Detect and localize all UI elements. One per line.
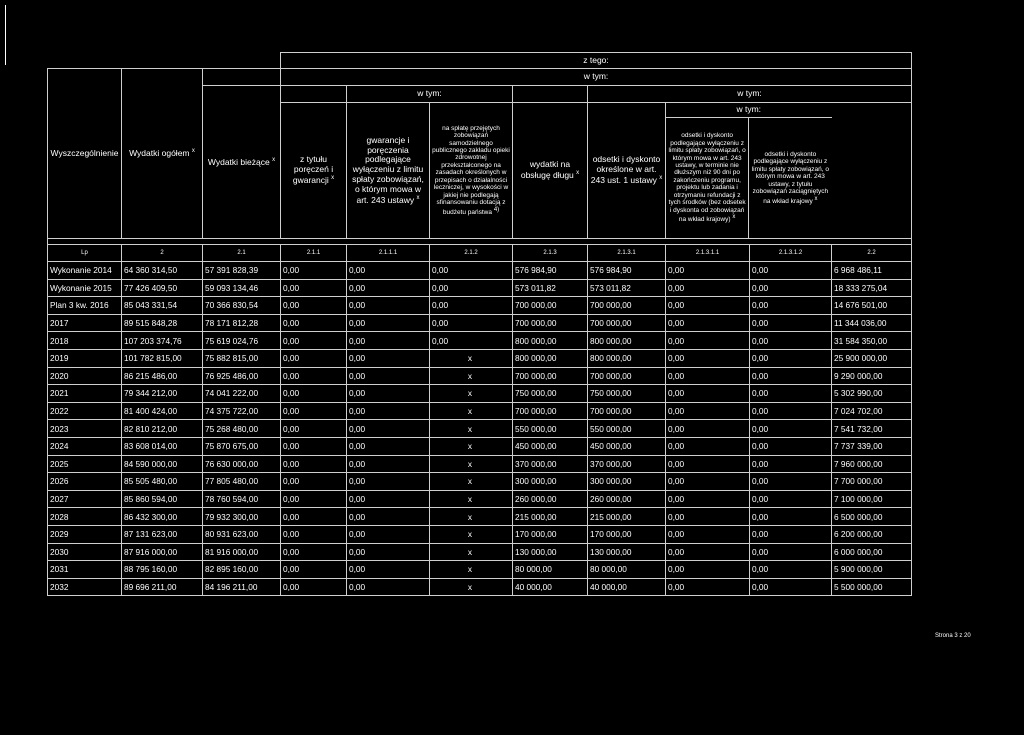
table-cell: 0,00 xyxy=(347,525,430,543)
table-cell: 0,00 xyxy=(750,385,832,403)
table-cell: 0,00 xyxy=(666,578,750,596)
table-cell: 130 000,00 xyxy=(588,543,666,561)
table-cell: x xyxy=(430,578,513,596)
table-cell: 0,00 xyxy=(750,279,832,297)
row-label: Plan 3 kw. 2016 xyxy=(48,297,122,315)
table-cell: 0,00 xyxy=(666,420,750,438)
table-cell: 0,00 xyxy=(666,385,750,403)
row-label: 2025 xyxy=(48,455,122,473)
table-cell: x xyxy=(430,508,513,526)
table-cell: 0,00 xyxy=(281,332,347,350)
table-cell: 88 795 160,00 xyxy=(122,561,203,579)
table-cell: 85 860 594,00 xyxy=(122,490,203,508)
table-cell: x xyxy=(430,561,513,579)
table-cell: 260 000,00 xyxy=(513,490,588,508)
table-cell: 0,00 xyxy=(666,262,750,280)
table-cell: 81 400 424,00 xyxy=(122,402,203,420)
row-label: 2029 xyxy=(48,525,122,543)
table-cell: 573 011,82 xyxy=(588,279,666,297)
table-cell: 0,00 xyxy=(281,508,347,526)
table-cell: 0,00 xyxy=(666,508,750,526)
row-label: 2032 xyxy=(48,578,122,596)
table-cell: 300 000,00 xyxy=(513,473,588,491)
table-cell: 76 925 486,00 xyxy=(203,367,281,385)
row-label: 2030 xyxy=(48,543,122,561)
header-z-tytulu-poreczen: z tytułu poręczeń i gwarancji $^x$ xyxy=(281,103,347,239)
wpf-expenditure-table xyxy=(47,52,912,596)
table-cell: 0,00 xyxy=(430,279,513,297)
table-cell: 0,00 xyxy=(750,437,832,455)
table-cell: 83 608 014,00 xyxy=(122,437,203,455)
table-cell: 0,00 xyxy=(281,578,347,596)
table-cell: 800 000,00 xyxy=(588,332,666,350)
table-row xyxy=(48,314,912,332)
table-cell: 0,00 xyxy=(347,437,430,455)
table-cell: 0,00 xyxy=(666,349,750,367)
header-w-tym-main: w tym: xyxy=(281,69,912,86)
table-cell: 0,00 xyxy=(347,561,430,579)
table-cell: 80 000,00 xyxy=(588,561,666,579)
header-row-2 xyxy=(48,69,912,86)
header-odsetki-subgroup xyxy=(666,103,832,239)
row-label: 2019 xyxy=(48,349,122,367)
table-cell: 0,00 xyxy=(281,437,347,455)
table-cell: x xyxy=(430,402,513,420)
page-footer: Strona 3 z 20 xyxy=(935,633,971,639)
table-cell: 6 200 000,00 xyxy=(832,525,912,543)
table-cell: 6 500 000,00 xyxy=(832,508,912,526)
table-row xyxy=(48,279,912,297)
table-cell: 11 344 036,00 xyxy=(832,314,912,332)
table-cell: 0,00 xyxy=(347,473,430,491)
table-cell: 0,00 xyxy=(281,525,347,543)
table-row xyxy=(48,349,912,367)
table-cell: 87 916 000,00 xyxy=(122,543,203,561)
table-cell: 7 100 000,00 xyxy=(832,490,912,508)
header-row-1 xyxy=(48,53,912,69)
row-label: 2031 xyxy=(48,561,122,579)
table-cell: 573 011,82 xyxy=(513,279,588,297)
table-cell: 0,00 xyxy=(666,402,750,420)
table-cell: x xyxy=(430,385,513,403)
left-edge-line xyxy=(5,5,6,65)
header-wyszczegolnienie: Wyszczególnienie xyxy=(48,69,122,239)
table-cell: 170 000,00 xyxy=(588,525,666,543)
table-cell: 0,00 xyxy=(281,473,347,491)
header-odsetki-wklad-krajowy: odsetki i dyskonto podlegające wyłączeniu z limitu spłaty zobowiązań, o którym mowa w art. 243 ustawy, z tytułu zobowiązań zaciągniętych na wkład krajowy $^x$ xyxy=(749,118,832,239)
table-cell: 0,00 xyxy=(430,297,513,315)
table-cell: 0,00 xyxy=(347,279,430,297)
table-cell: 0,00 xyxy=(347,314,430,332)
table-cell: 74 041 222,00 xyxy=(203,385,281,403)
header-z-tego: z tego: xyxy=(281,53,912,69)
table-cell: 79 932 300,00 xyxy=(203,508,281,526)
table-cell: 0,00 xyxy=(347,578,430,596)
table-cell: 78 760 594,00 xyxy=(203,490,281,508)
row-label: 2017 xyxy=(48,314,122,332)
table-cell: 0,00 xyxy=(750,420,832,438)
table-cell: 700 000,00 xyxy=(513,402,588,420)
table-cell: 0,00 xyxy=(750,455,832,473)
table-row xyxy=(48,262,912,280)
table-cell: 0,00 xyxy=(750,473,832,491)
table-cell: 59 093 134,46 xyxy=(203,279,281,297)
row-label: 2022 xyxy=(48,402,122,420)
table-cell: 0,00 xyxy=(750,332,832,350)
table-cell: 82 810 212,00 xyxy=(122,420,203,438)
table-cell: 0,00 xyxy=(281,262,347,280)
table-cell: 450 000,00 xyxy=(588,437,666,455)
table-cell: 0,00 xyxy=(750,490,832,508)
table-cell: 0,00 xyxy=(281,402,347,420)
table-row xyxy=(48,402,912,420)
table-cell: 7 541 732,00 xyxy=(832,420,912,438)
table-cell: 70 366 830,54 xyxy=(203,297,281,315)
table-row xyxy=(48,455,912,473)
table-cell: 0,00 xyxy=(347,490,430,508)
table-cell: 75 870 675,00 xyxy=(203,437,281,455)
table-cell: 700 000,00 xyxy=(513,367,588,385)
table-cell: 9 290 000,00 xyxy=(832,367,912,385)
table-cell: 700 000,00 xyxy=(588,402,666,420)
table-cell: 215 000,00 xyxy=(588,508,666,526)
table-cell: 85 043 331,54 xyxy=(122,297,203,315)
row-label: 2018 xyxy=(48,332,122,350)
header-wydatki-ogolem: Wydatki ogółem $^x$ xyxy=(122,69,203,239)
table-cell: 0,00 xyxy=(666,543,750,561)
table-cell: 40 000,00 xyxy=(513,578,588,596)
table-cell: 800 000,00 xyxy=(588,349,666,367)
header-na-splate-zobowiazan: na spłatę przejętych zobowiązań samodzielnego publicznego zakładu opieki zdrowotnej przekształconego na zasadach określonych w przepisach o działalności leczniczej, w wysokości w jakiej nie podlegają sfinansowaniu dotacją z budżetu państwa $^{4)}$ xyxy=(430,103,513,239)
table-cell: 84 590 000,00 xyxy=(122,455,203,473)
table-cell: 170 000,00 xyxy=(513,525,588,543)
table-cell: 77 805 480,00 xyxy=(203,473,281,491)
header-w-tym-obsluga: w tym: xyxy=(588,86,912,103)
table-cell: 79 344 212,00 xyxy=(122,385,203,403)
table-cell: 800 000,00 xyxy=(513,349,588,367)
table-cell: 6 000 000,00 xyxy=(832,543,912,561)
table-cell: 0,00 xyxy=(281,561,347,579)
header-wydatki-obsluge-dlugu: wydatki na obsługę długu $^x$ xyxy=(513,103,588,239)
table-cell: x xyxy=(430,455,513,473)
table-cell: 0,00 xyxy=(281,367,347,385)
table-cell: 14 676 501,00 xyxy=(832,297,912,315)
table-cell: x xyxy=(430,349,513,367)
table-cell: 75 268 480,00 xyxy=(203,420,281,438)
table-cell: 107 203 374,76 xyxy=(122,332,203,350)
table-cell: 0,00 xyxy=(347,262,430,280)
table-cell: 800 000,00 xyxy=(513,332,588,350)
table-cell: x xyxy=(430,490,513,508)
table-cell: 550 000,00 xyxy=(513,420,588,438)
table-cell: 700 000,00 xyxy=(588,297,666,315)
table-cell: 0,00 xyxy=(430,262,513,280)
row-label: Wykonanie 2015 xyxy=(48,279,122,297)
table-cell: 0,00 xyxy=(430,332,513,350)
table-cell: 7 024 702,00 xyxy=(832,402,912,420)
table-cell: 0,00 xyxy=(750,349,832,367)
data-body xyxy=(48,262,912,596)
table-cell: 85 505 480,00 xyxy=(122,473,203,491)
table-cell: 0,00 xyxy=(666,561,750,579)
table-cell: 0,00 xyxy=(347,543,430,561)
table-row xyxy=(48,525,912,543)
row-label: 2027 xyxy=(48,490,122,508)
table-cell: 101 782 815,00 xyxy=(122,349,203,367)
header-odsetki-okreslone: odsetki i dyskonto określone w art. 243 ust. 1 ustawy $^x$ xyxy=(588,103,666,239)
table-cell: 0,00 xyxy=(750,508,832,526)
table-cell: 89 696 211,00 xyxy=(122,578,203,596)
table-cell: 0,00 xyxy=(281,349,347,367)
header-wydatki-biezace: Wydatki bieżące $^x$ xyxy=(203,86,281,239)
lp-row: Lp 2 2.1 2.1.1 2.1.1.1 2.1.2 2.1.3 2.1.3.1 2.1.3.1.1 2.1.3.1.2 2.2 xyxy=(48,245,912,262)
header-w-tym-odsetki: w tym: xyxy=(666,103,832,118)
table-cell: 0,00 xyxy=(666,332,750,350)
table-cell: 0,00 xyxy=(347,367,430,385)
table-cell: 0,00 xyxy=(750,561,832,579)
table-cell: 260 000,00 xyxy=(588,490,666,508)
table-cell: 450 000,00 xyxy=(513,437,588,455)
table-cell: 0,00 xyxy=(347,385,430,403)
table-cell: 64 360 314,50 xyxy=(122,262,203,280)
table-cell: x xyxy=(430,543,513,561)
table-cell: 57 391 828,39 xyxy=(203,262,281,280)
table-cell: 86 215 486,00 xyxy=(122,367,203,385)
table-cell: 0,00 xyxy=(281,385,347,403)
table-cell: 81 916 000,00 xyxy=(203,543,281,561)
table-cell: 5 302 990,00 xyxy=(832,385,912,403)
table-cell: 0,00 xyxy=(347,297,430,315)
table-cell: 7 960 000,00 xyxy=(832,455,912,473)
table-cell: 0,00 xyxy=(281,490,347,508)
table-cell: 750 000,00 xyxy=(513,385,588,403)
table-cell: 0,00 xyxy=(281,297,347,315)
table-cell: 0,00 xyxy=(666,279,750,297)
table-cell: 0,00 xyxy=(347,349,430,367)
table-cell: 82 895 160,00 xyxy=(203,561,281,579)
row-label: 2028 xyxy=(48,508,122,526)
table-row xyxy=(48,437,912,455)
table-cell: x xyxy=(430,473,513,491)
table-cell: 0,00 xyxy=(347,402,430,420)
header-odsetki-podlegajace: odsetki i dyskonto podlegające wyłączeniu z limitu spłaty zobowiązań, o którym mowa w art. 243 ustawy, w terminie nie dłuższym niż 90 dni po zakończeniu programu, projektu lub zadania i otrzymaniu refundacji z tych środków (bez odsetek i dyskonta od zobowiązań na wkład krajowy) $^x$ xyxy=(666,118,749,239)
header-gwarancje-poreczenia: gwarancje i poręczenia podlegające wyłączeniu z limitu spłaty zobowiązań, o którym mowa w art. 243 ustawy $^x$ xyxy=(347,103,430,239)
table-cell: 370 000,00 xyxy=(588,455,666,473)
table-cell: 576 984,90 xyxy=(513,262,588,280)
table-cell: 31 584 350,00 xyxy=(832,332,912,350)
table-cell: 0,00 xyxy=(750,543,832,561)
table-cell: 0,00 xyxy=(430,314,513,332)
table-row xyxy=(48,420,912,438)
table-cell: 130 000,00 xyxy=(513,543,588,561)
table-cell: 89 515 848,28 xyxy=(122,314,203,332)
table-cell: 0,00 xyxy=(750,402,832,420)
table-cell: 5 900 000,00 xyxy=(832,561,912,579)
table-cell: x xyxy=(430,420,513,438)
table-cell: 18 333 275,04 xyxy=(832,279,912,297)
row-label: 2020 xyxy=(48,367,122,385)
table-cell: 700 000,00 xyxy=(513,314,588,332)
table-cell: 77 426 409,50 xyxy=(122,279,203,297)
table-cell: 0,00 xyxy=(666,473,750,491)
table-cell: 0,00 xyxy=(281,314,347,332)
table-cell: 78 171 812,28 xyxy=(203,314,281,332)
table-row xyxy=(48,508,912,526)
table-cell: 0,00 xyxy=(281,420,347,438)
table-cell: 0,00 xyxy=(750,297,832,315)
row-label: 2021 xyxy=(48,385,122,403)
table-cell: 0,00 xyxy=(347,508,430,526)
table-row xyxy=(48,332,912,350)
table-cell: 80 931 623,00 xyxy=(203,525,281,543)
table-cell: 87 131 623,00 xyxy=(122,525,203,543)
table-cell: 7 737 339,00 xyxy=(832,437,912,455)
table-cell: 700 000,00 xyxy=(588,367,666,385)
row-label: 2024 xyxy=(48,437,122,455)
table-cell: 0,00 xyxy=(347,332,430,350)
table-cell: 700 000,00 xyxy=(513,297,588,315)
table-cell: 40 000,00 xyxy=(588,578,666,596)
table-row xyxy=(48,578,912,596)
table-cell: 215 000,00 xyxy=(513,508,588,526)
table-cell: 0,00 xyxy=(347,420,430,438)
table-cell: 0,00 xyxy=(666,314,750,332)
table-cell: 80 000,00 xyxy=(513,561,588,579)
table-cell: 0,00 xyxy=(666,455,750,473)
table-cell: 0,00 xyxy=(281,543,347,561)
table-cell: 300 000,00 xyxy=(588,473,666,491)
row-label: 2026 xyxy=(48,473,122,491)
table-cell: 370 000,00 xyxy=(513,455,588,473)
table-cell: 0,00 xyxy=(666,525,750,543)
table-cell: 0,00 xyxy=(666,490,750,508)
table-cell: 7 700 000,00 xyxy=(832,473,912,491)
table-cell: 75 882 815,00 xyxy=(203,349,281,367)
header-w-tym-poreczenia: w tym: xyxy=(347,86,513,103)
table-cell: 550 000,00 xyxy=(588,420,666,438)
table-cell: 84 196 211,00 xyxy=(203,578,281,596)
table-cell: 0,00 xyxy=(750,262,832,280)
table-cell: 0,00 xyxy=(281,279,347,297)
table-cell: 0,00 xyxy=(347,455,430,473)
table-cell: 0,00 xyxy=(750,314,832,332)
table-cell: 0,00 xyxy=(666,437,750,455)
table-cell: 576 984,90 xyxy=(588,262,666,280)
table-cell: 5 500 000,00 xyxy=(832,578,912,596)
table-cell: 25 900 000,00 xyxy=(832,349,912,367)
table-cell: 0,00 xyxy=(750,525,832,543)
table-cell: 0,00 xyxy=(750,367,832,385)
table-cell: 86 432 300,00 xyxy=(122,508,203,526)
table-row xyxy=(48,367,912,385)
table-row xyxy=(48,297,912,315)
table-cell: 750 000,00 xyxy=(588,385,666,403)
table-cell: x xyxy=(430,525,513,543)
table-cell: 0,00 xyxy=(666,367,750,385)
table-row xyxy=(48,473,912,491)
table-row xyxy=(48,385,912,403)
table-cell: x xyxy=(430,367,513,385)
table-cell: 74 375 722,00 xyxy=(203,402,281,420)
table-cell: 0,00 xyxy=(750,578,832,596)
table-row xyxy=(48,490,912,508)
table-cell: 6 968 486,11 xyxy=(832,262,912,280)
table-row xyxy=(48,561,912,579)
table-row xyxy=(48,543,912,561)
table-cell: 75 619 024,76 xyxy=(203,332,281,350)
row-label: 2023 xyxy=(48,420,122,438)
table-cell: x xyxy=(430,437,513,455)
table-cell: 76 630 000,00 xyxy=(203,455,281,473)
row-label: Wykonanie 2014 xyxy=(48,262,122,280)
table-cell: 0,00 xyxy=(666,297,750,315)
table-cell: 0,00 xyxy=(281,455,347,473)
table-cell: 700 000,00 xyxy=(588,314,666,332)
